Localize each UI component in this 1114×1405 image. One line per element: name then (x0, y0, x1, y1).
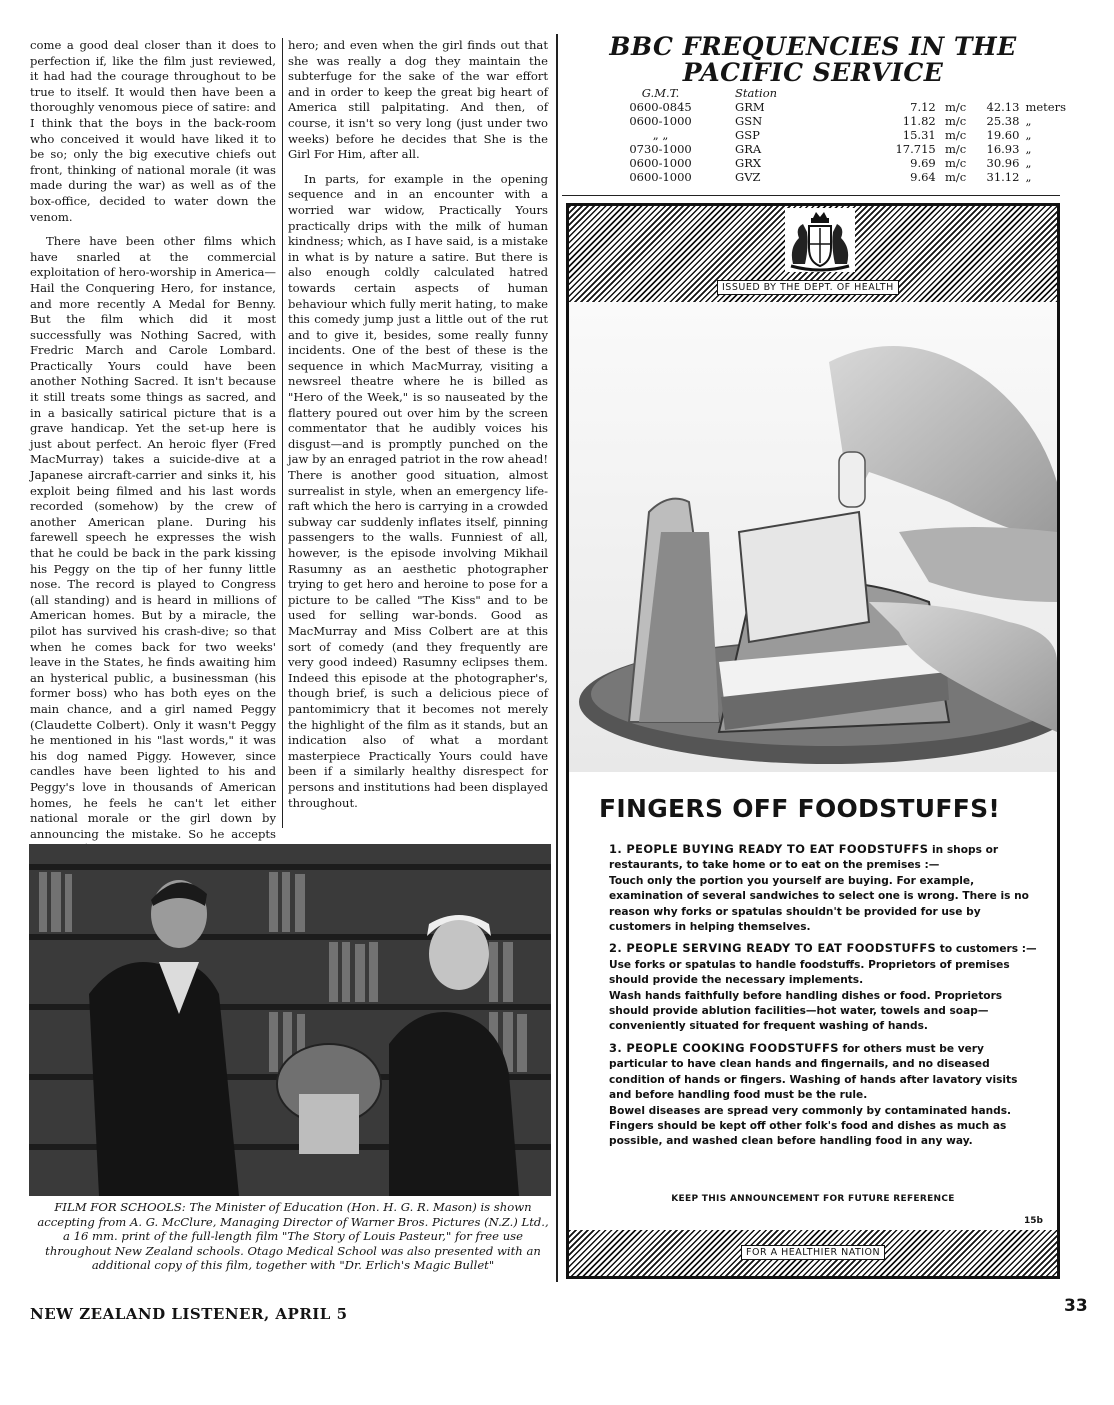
suffix-cell: „ (1025, 142, 1032, 156)
frequency-cell: 7.12 (910, 100, 936, 114)
section-heading-rest: for others must be very particular to have clean hands and fingernails, and no diseased condition of hands or fingers. Washing of hands after lavatory visits and before handling food must be the rule. (609, 1042, 1018, 1102)
section-heading-rest: to customers :— (936, 943, 1037, 956)
gmt-cell: 0600-1000 (629, 170, 692, 184)
table-row (586, 156, 1066, 170)
page-number: 33 (1064, 1296, 1088, 1316)
section-heading: 1. PEOPLE BUYING READY TO EAT FOODSTUFFS (609, 842, 929, 856)
station-cell: GSN (735, 114, 763, 128)
table-row (586, 128, 1066, 142)
frequency-cell: 17.715 (895, 142, 936, 156)
frequency-cell: 11.82 (902, 114, 936, 128)
unit-cell: m/c (945, 142, 967, 156)
suffix-cell: meters (1025, 100, 1066, 114)
gmt-cell: 0730-1000 (629, 142, 692, 156)
suffix-cell: „ (1025, 170, 1032, 184)
unit-cell: m/c (945, 100, 967, 114)
station-cell: GSP (735, 128, 760, 142)
section-body: Bowel diseases are spread very commonly by contaminated hands. Fingers should be kept off other folk's food and dishes as much as possible, and washed clean before handling food in any way. (609, 1104, 1012, 1148)
table-row (586, 170, 1066, 184)
section-heading: 2. PEOPLE SERVING READY TO EAT FOODSTUFFS (609, 941, 937, 956)
royal-coat-of-arms (785, 208, 855, 272)
section-body: Touch only the portion you yourself are buying. For example, examination of several sandwiches to select one is wrong. There is no reason why forks or spatulas shouldn't be provided for use by customers in helping themselves. (609, 874, 1029, 934)
frequency-cell: 15.31 (902, 128, 936, 142)
ad-section-2 (609, 941, 1041, 1034)
meters-cell: 30.96 (986, 156, 1020, 170)
unit-cell: m/c (945, 156, 967, 170)
article-column-2 (288, 38, 548, 820)
meters-cell: 16.93 (986, 142, 1020, 156)
publication-footer: NEW ZEALAND LISTENER, APRIL 5 (30, 1305, 348, 1323)
table-row (586, 100, 1066, 114)
section-body: Wash hands faithfully before handling dishes or food. Proprietors should provide ablution facilities—hot water, towels and soap—conveniently situated for frequent washing of hands. (609, 989, 1003, 1033)
sandwich-photograph (569, 302, 1057, 772)
section-rule (562, 195, 1060, 196)
meters-cell: 19.60 (986, 128, 1020, 142)
health-advertisement (566, 203, 1060, 1279)
column-divider (282, 38, 283, 828)
article-paragraph: In parts, for example in the opening sequence and in an encounter with a worried war widow, Practically Yours practically drips with the milk of human kindness; which, as I have said, is a mistake in what is by nature a satire. But there is also enough coldly calculated hatred towards certain aspects of human behaviour which fully merit hating, to make this comedy jump just a little out of the rut and to give it, besides, some really funny incidents. One of the best of these is the sequence in which MacMurray, visiting a newsreel theatre where he is billed as "Hero of the Week," is so nauseated by the flattery poured out over him by the screen commentator that he audibly voices his disgust—and is promptly punched on the jaw by an enraged patriot in the row ahead! There is another good situation, almost surrealist in style, when an emergency life-raft which the hero is carrying in a crowded subway car suddenly inflates itself, pinning passengers to the walls. Funniest of all, however, is the episode involving Mikhail Rasumny as an aesthetic photographer trying to get hero and heroine to pose for a picture to be called "The Kiss" and to be used for selling war-bonds. Good as MacMurray and Miss Colbert are at this sort of comedy (and they frequently are very good indeed) Rasumny eclipses them. Indeed this episode at the photographer's, though brief, is such a delicious piece of pantomimicry that it becomes not merely the highlight of the film as it stands, but an indication also of what a mordant masterpiece Practically Yours could have been if a similarly healthy disrespect for persons and institutions had been displayed throughout. (288, 171, 548, 810)
frequency-cell: 9.64 (910, 170, 936, 184)
suffix-cell: „ (1025, 128, 1032, 142)
bbc-title-line: BBC FREQUENCIES IN THE (609, 32, 1017, 61)
issued-by-label: ISSUED BY THE DEPT. OF HEALTH (717, 280, 899, 295)
article-paragraph: hero; and even when the girl finds out that she was really a dog they maintain the subterfuge for the sake of the war effort and in order to keep the great big heart of America still palpitating. And then, of course, it isn't so very long (just under two weeks) before he decides that She is the Girl For Him, after all. (288, 38, 548, 162)
table-row (586, 114, 1066, 128)
table-header-row (586, 86, 1066, 100)
table-row (586, 142, 1066, 156)
article-column-1 (30, 38, 276, 898)
article-paragraph: There have been other films which have snarled at the commercial exploitation of hero-worship in America—Hail the Conquering Hero, for instance, and more recently A Medal for Benny. But the film which did it most successfully was Nothing Sacred, with Fredric March and Carole Lombard. Practically Yours could have been another Nothing Sacred. It isn't because it still treats some things as sacred, and in a basically satirical picture that is a grave handicap. Yet the set-up here is just about perfect. An heroic flyer (Fred MacMurray) takes a suicide-dive at a Japanese aircraft-carrier and sinks it, his exploit being filmed and his last words recorded (somehow) by the crew of another American plane. During his farewell speech he expresses the wish that he could be back in the park kissing his Peggy on the tip of her funny little nose. The record is played to Congress (all standing) and is heard in millions of American homes. But by a miracle, the pilot has survived his crash-dive; so that when he comes back for two weeks' leave in the States, he finds awaiting him an hysterical public, a businessman (his former boss) who has both eyes on the main chance, and a girl named Peggy (Claudette Colbert). Only it wasn't Peggy he mentioned in his "last words," it was his dog named Piggy. However, since candles have been lighted to his and Peggy's love in thousands of American homes, he feels he can't let either national morale or the girl down by announcing the mistake. So he accepts (30, 234, 276, 841)
station-cell: GRM (735, 100, 765, 114)
frequency-cell: 9.69 (910, 156, 936, 170)
meters-cell: 31.12 (986, 170, 1020, 184)
station-cell: GVZ (735, 170, 761, 184)
unit-cell: m/c (945, 114, 967, 128)
meters-cell: 25.38 (986, 114, 1020, 128)
station-cell: GRX (735, 156, 762, 170)
keep-announcement-note: KEEP THIS ANNOUNCEMENT FOR FUTURE REFERENCE (671, 1194, 955, 1204)
gmt-cell: „ „ (652, 128, 669, 142)
photo-caption: FILM FOR SCHOOLS: The Minister of Education (Hon. H. G. R. Mason) is shown accepting from A. G. McClure, Managing Director of Warner Bros. Pictures (N.Z.) Ltd., a 16 mm. print of the full-length film "The Story of Louis Pasteur," for free use throughout New Zealand schools. Otago Medical School was also presented with an additional copy of this film, together with "Dr. Erlich's Magic Bullet" (37, 1200, 549, 1273)
ad-headline: FINGERS OFF FOODSTUFFS! (599, 794, 1001, 823)
column-divider (556, 34, 558, 1282)
station-header: Station (735, 86, 778, 100)
healthier-nation-label: FOR A HEALTHIER NATION (741, 1245, 885, 1260)
bbc-frequencies-title (568, 34, 1058, 86)
ad-section-3 (609, 1041, 1041, 1150)
article-paragraph: come a good deal closer than it does to perfection if, like the film just reviewed, it had had the courage throughout to be true to itself. It would then have been a thoroughly venomous piece of satire: and I think that the boys in the back-room who conceived it would have liked it to be so; only the big executive chiefs out front, thinking of national morale (it was made during the war) as well as of the box-office, decided to water down the venom. (30, 38, 276, 224)
section-heading-rest: in shops or restaurants, to take home or to eat on the premises :— (609, 844, 999, 872)
ad-body (609, 842, 1041, 1156)
suffix-cell: „ (1025, 156, 1032, 170)
section-heading: 3. PEOPLE COOKING FOODSTUFFS (609, 1040, 839, 1055)
meters-cell: 42.13 (986, 100, 1020, 114)
ad-code: 15b (1024, 1216, 1043, 1226)
film-for-schools-photo (29, 844, 551, 1196)
unit-cell: m/c (945, 128, 967, 142)
gmt-cell: 0600-1000 (629, 156, 692, 170)
gmt-header: G.M.T. (641, 86, 680, 100)
unit-cell: m/c (945, 170, 967, 184)
section-body: Use forks or spatulas to handle foodstuffs. Proprietors of premises should provide the necessary implements. (609, 958, 1010, 987)
gmt-cell: 0600-1000 (629, 114, 692, 128)
bbc-frequency-table (586, 86, 1066, 184)
station-cell: GRA (735, 142, 762, 156)
ad-section-1 (609, 842, 1041, 935)
suffix-cell: „ (1025, 114, 1032, 128)
gmt-cell: 0600-0845 (629, 100, 692, 114)
bbc-title-line: PACIFIC SERVICE (682, 58, 944, 87)
